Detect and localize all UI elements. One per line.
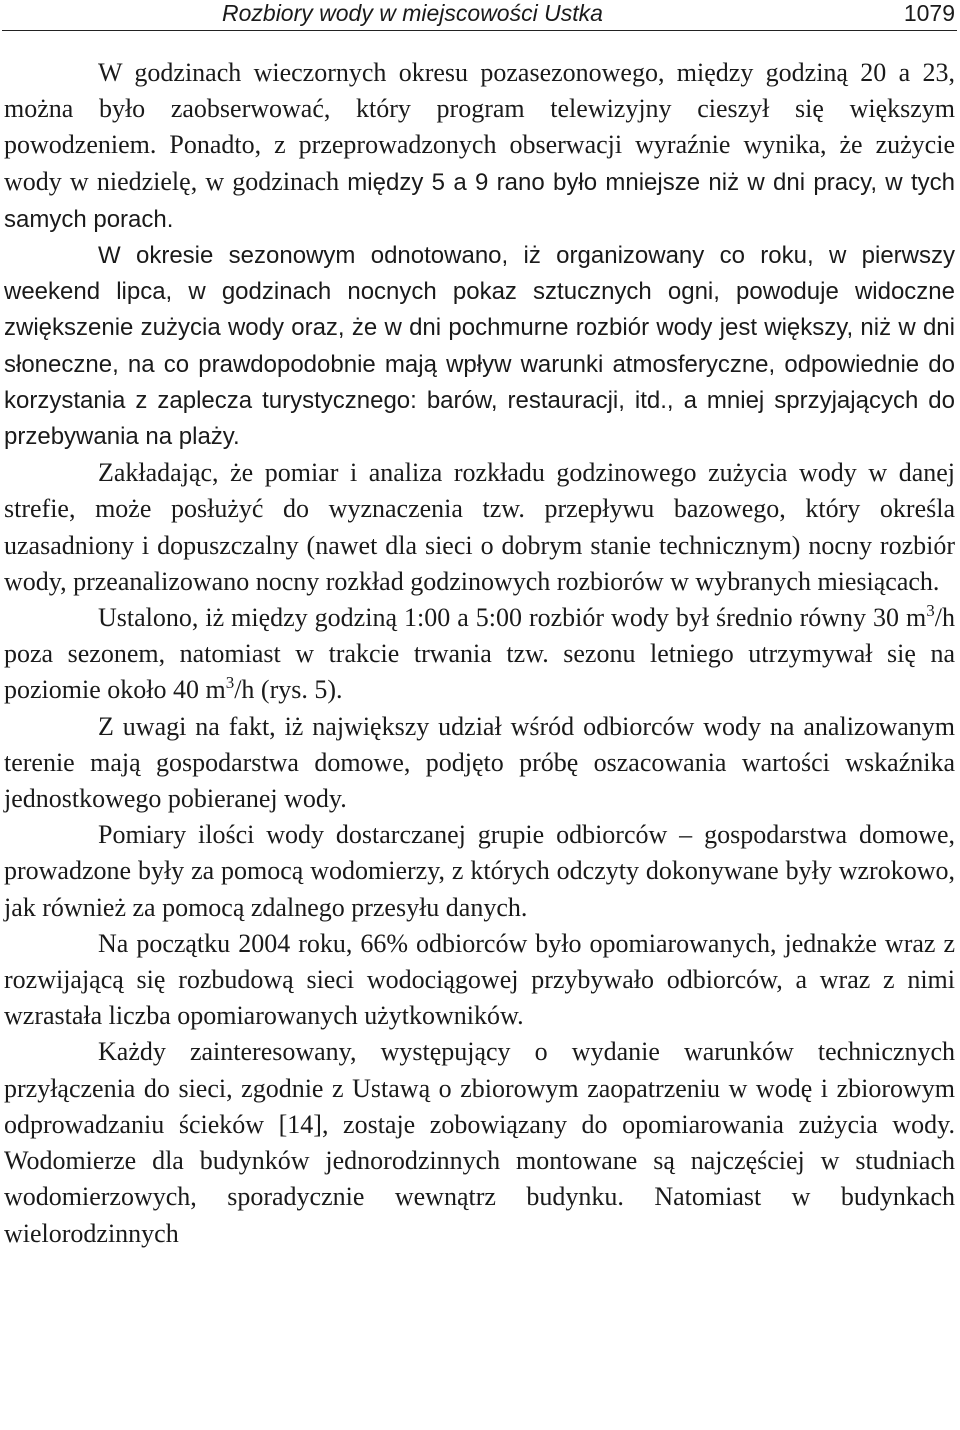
paragraph-4-part-2: /h poza sezonem, natomiast w trakcie trwania tzw. sezonu letniego utrzymywał się na poziomie około 40 m xyxy=(4,603,955,705)
paragraph-1 xyxy=(4,55,955,238)
page-body xyxy=(4,55,955,1252)
superscript-3: 3 xyxy=(225,673,235,693)
paragraph-3: Zakładając, że pomiar i analiza rozkładu godzinowego zużycia wody w danej strefie, może posłużyć do wyznaczenia tzw. przepływu bazowego, który określa uzasadniony i dopuszczalny (nawet dla sieci o dobrym stanie technicznym) nocny rozbiór wody, przeanalizowano nocny rozkład godzinowych rozbiorów w wybranych miesiącach. xyxy=(4,458,955,596)
running-title: Rozbiory wody w miejscowości Ustka xyxy=(222,0,603,26)
page-number: 1079 xyxy=(903,0,955,26)
superscript-3: 3 xyxy=(926,601,935,621)
running-header xyxy=(2,0,957,31)
paragraph-1-serif: W godzinach wieczornych okresu pozasezonowego, między godziną 20 a 23, można było zaobserwować, który program telewizyjny cieszył się większym powodzeniem. Ponadto, z przeprowadzonych obserwacji wyraźnie wynika, że zużycie wody w niedzielę, w godzinach xyxy=(4,58,955,196)
paragraph-8: Każdy zainteresowany, występujący o wydanie warunków technicznych przyłączenia do sieci, zgodnie z Ustawą o zbiorowym zaopatrzeniu w wodę i zbiorowym odprowadzaniu ścieków [14], zostaje zobowiązany do opomiarowania zużycia wody. Wodomierze dla budynków jednorodzinnych montowane są najczęściej w studniach wodomierzowych, sporadycznie wewnątrz budynku. Natomiast w budynkach wielorodzinnych xyxy=(4,1037,955,1248)
paragraph-5: Z uwagi na fakt, iż największy udział wśród odbiorców wody na analizowanym terenie mają gospodarstwa domowe, podjęto próbę oszacowania wartości wskaźnika jednostkowego pobieranej wody. xyxy=(4,711,955,814)
paragraph-2: W okresie sezonowym odnotowano, iż organizowany co roku, w pierwszy weekend lipca, w godzinach nocnych pokaz sztucznych ogni, powoduje widoczne zwiększenie zużycia wody oraz, że w dni pochmurne rozbiór wody jest większy, niż w dni słoneczne, na co prawdopodobnie mają wpływ warunki atmosferyczne, odpowiednie do korzystania z zaplecza turystycznego: barów, restauracji, itd., a mniej sprzyjających do przebywania na plaży. xyxy=(4,242,955,451)
paragraph-4-part-3: /h (rys. 5). xyxy=(234,675,343,705)
paragraph-4 xyxy=(4,600,955,709)
paragraph-1-sans: między 5 a 9 rano było mniejsze niż w dni pracy, w tych samych porach. xyxy=(4,168,955,233)
paragraph-6: Pomiary ilości wody dostarczanej grupie odbiorców – gospodarstwa domowe, prowadzone były za pomocą wodomierzy, z których odczyty dokonywane były wzrokowo, jak również za pomocą zdalnego przesyłu danych. xyxy=(4,820,955,922)
paragraph-4-part-1: Ustalono, iż między godziną 1:00 a 5:00 rozbiór wody był średnio równy 30 m xyxy=(98,603,927,633)
paragraph-7: Na początku 2004 roku, 66% odbiorców było opomiarowanych, jednakże wraz z rozwijającą się rozbudową sieci wodociągowej przybywało odbiorców, a wraz z nimi wzrastała liczba opomiarowanych użytkowników. xyxy=(4,928,955,1031)
